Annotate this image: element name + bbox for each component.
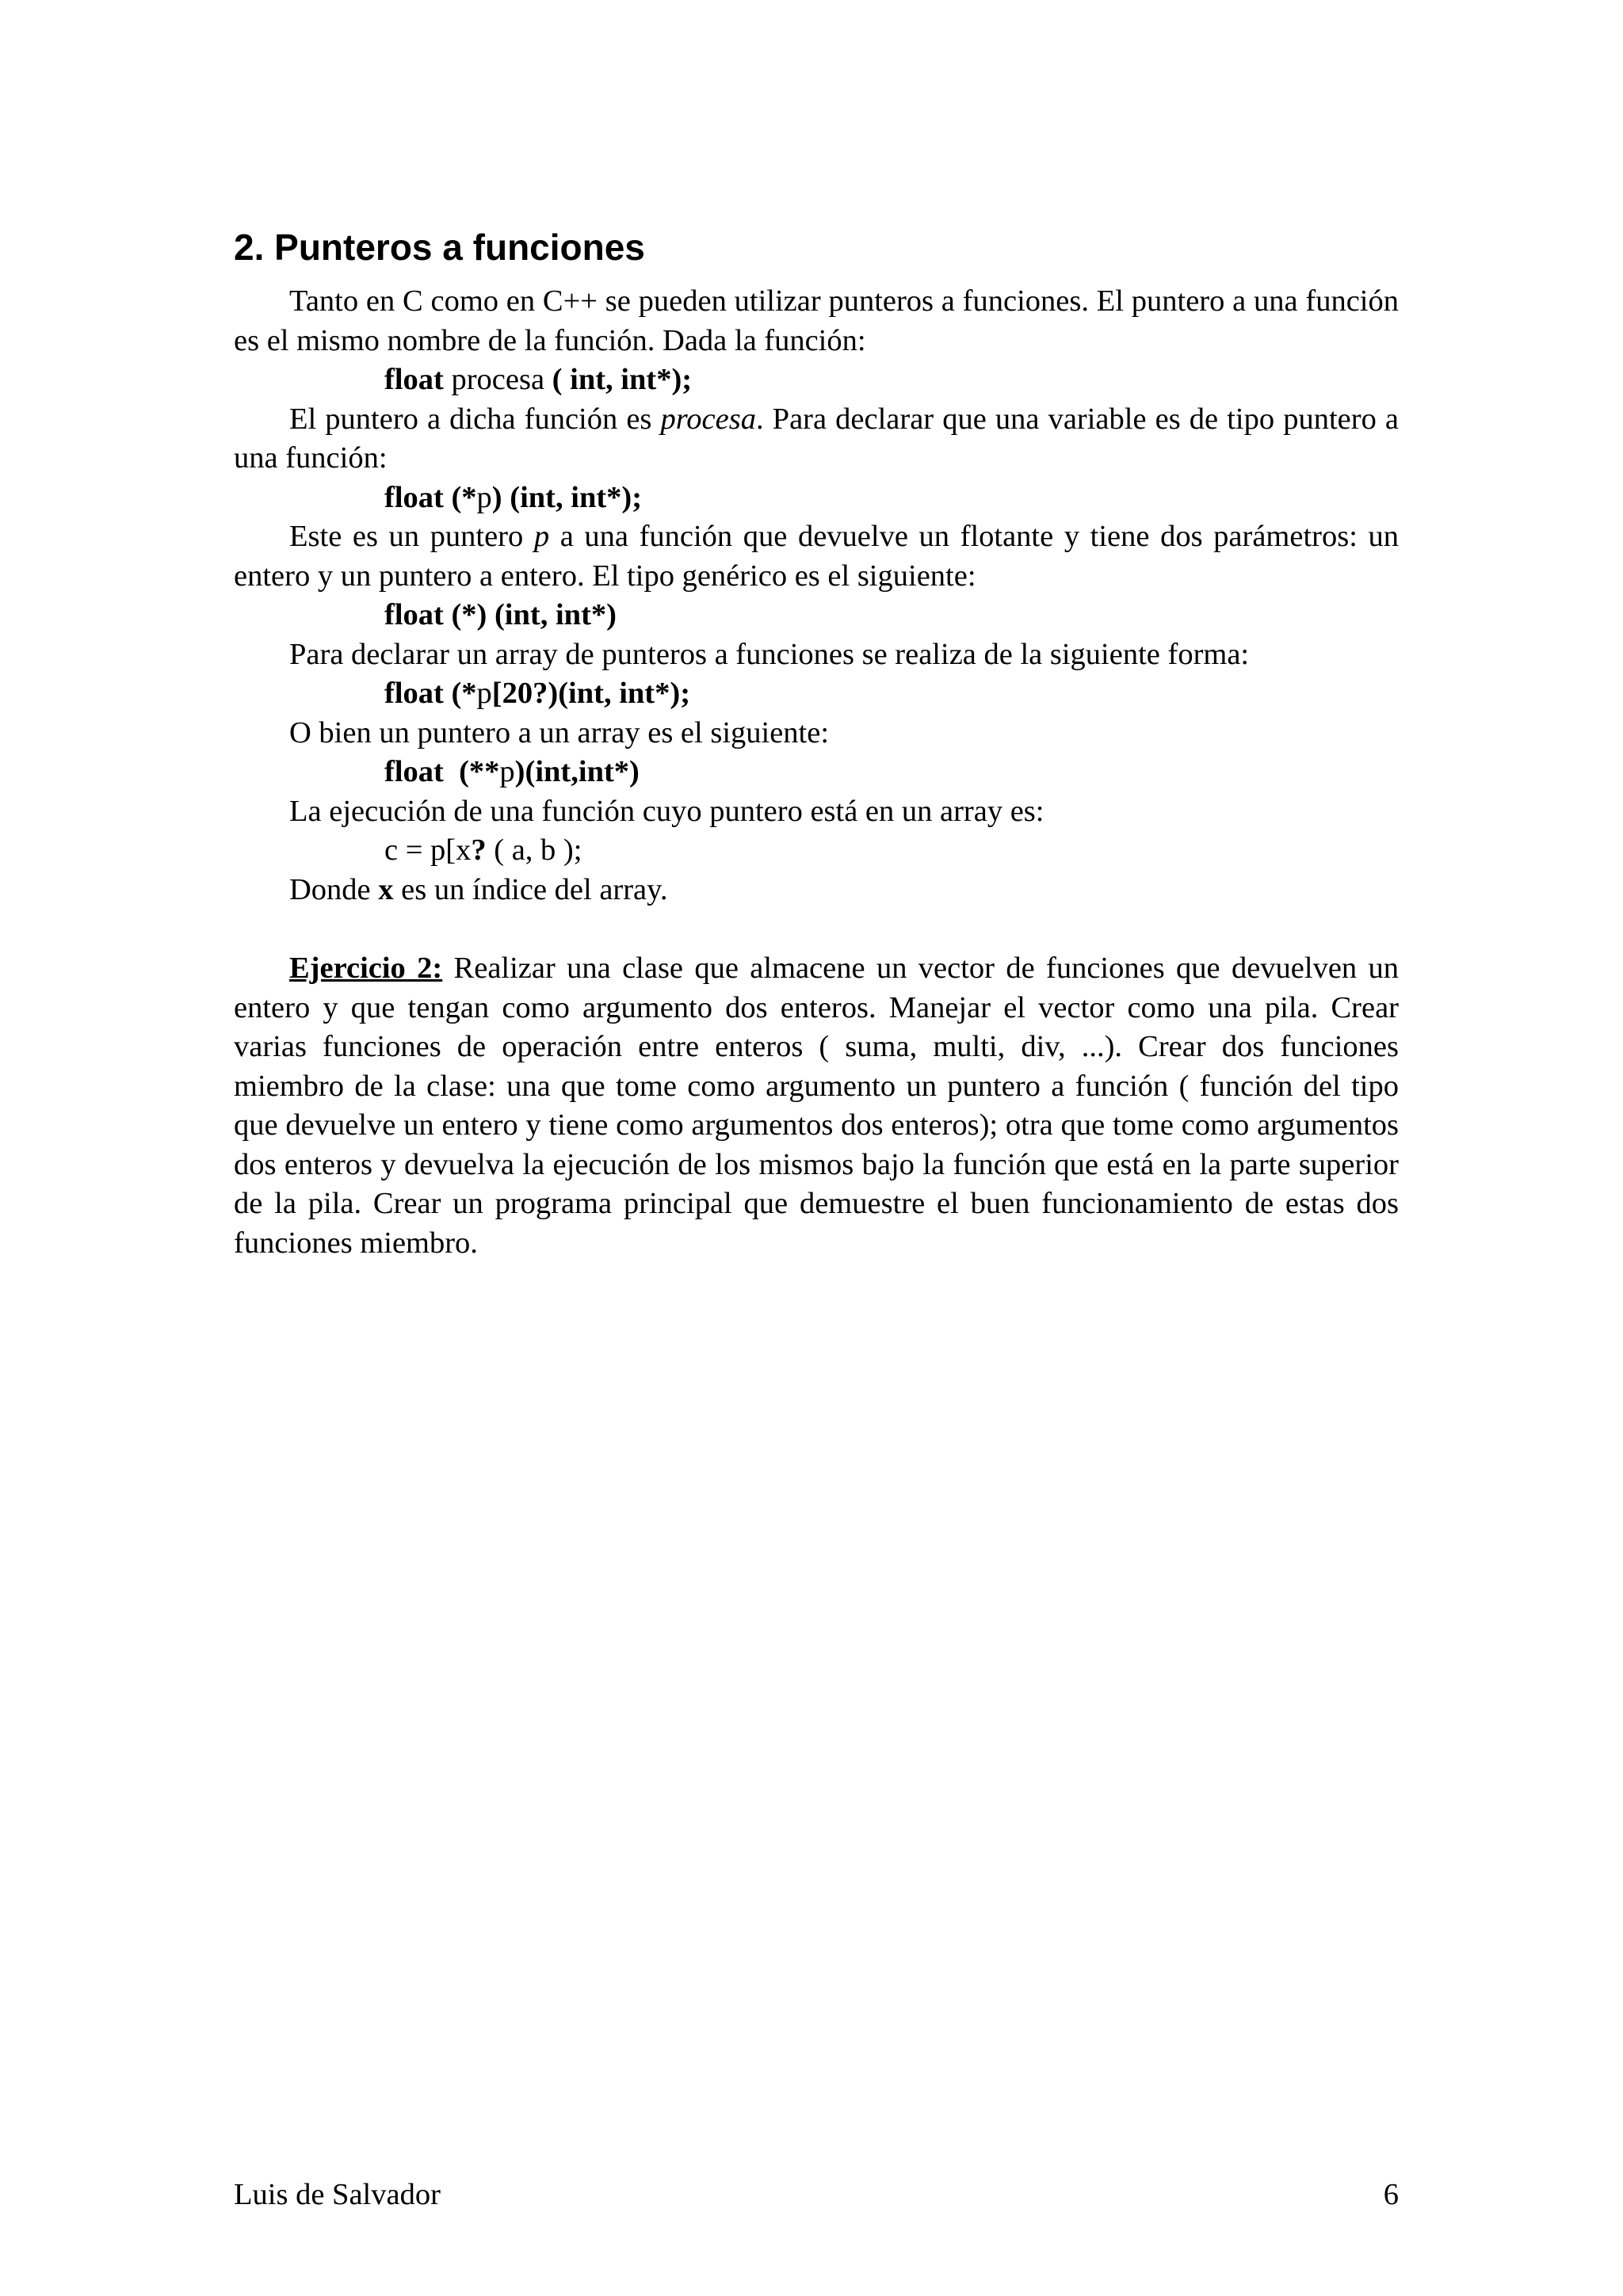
code-execution-pre: c = p[x — [384, 833, 472, 867]
code-declaration-procesa — [234, 360, 1399, 400]
code-generic-type — [234, 596, 1399, 635]
spacer — [234, 910, 1399, 949]
exercise-title: Ejercicio 2: — [289, 952, 443, 985]
pointer-paragraph — [234, 400, 1399, 479]
code-declaration-pointer — [234, 479, 1399, 518]
code-arguments: ( int, int*); — [552, 363, 693, 396]
index-paragraph — [234, 871, 1399, 910]
code-execution-post: ( a, b ); — [486, 833, 582, 867]
code-array-declaration — [234, 674, 1399, 714]
exercise-text: Realizar una clase que almacene un vector de funciones que devuelven un entero y que tengan como argumento dos enteros. Manejar el vector como una pila. Crear varias funciones de operación entre enteros ( suma, multi, div, ...). Crear dos funciones miembro de la clase: una que tome como argumento un puntero a función ( función del tipo que devuelve un entero y tiene como argumentos dos enteros); otra que tome como argumentos dos enteros y devuelva la ejecución de los mismos bajo la función que está en la parte superior de la pila. Crear un programa principal que demuestre el buen funcionamiento de estas dos funciones miembro. — [234, 952, 1399, 1260]
code-keyword: float (** — [384, 755, 500, 788]
code-array-pointer-declaration — [234, 753, 1399, 792]
footer-page-number: 6 — [1383, 2178, 1399, 2211]
section-title: 2. Punteros a funciones — [234, 227, 645, 268]
code-arguments: ) (int, int*); — [491, 480, 643, 514]
intro-paragraph: Tanto en C como en C++ se pueden utilizar punteros a funciones. El puntero a una función es el mismo nombre de la función. Dada la función: — [234, 284, 1399, 357]
exercise-paragraph — [234, 949, 1399, 1263]
pointer-paragraph-post: . Para declarar que una variable es de tipo puntero a una función: — [234, 402, 1399, 475]
execution-paragraph: La ejecución de una función cuyo puntero está en un array es: — [289, 794, 1044, 828]
page-content — [234, 222, 1399, 1263]
code-keyword: float (* — [384, 677, 477, 710]
index-paragraph-pre: Donde — [289, 872, 379, 906]
array-paragraph: Para declarar un array de punteros a funciones se realiza de la siguiente forma: — [289, 637, 1250, 671]
code-identifier: p — [476, 677, 492, 710]
code-identifier: p — [499, 755, 515, 788]
code-arguments: [20?)(int, int*); — [491, 677, 691, 710]
code-identifier: p — [476, 480, 492, 514]
description-paragraph — [234, 517, 1399, 596]
index-paragraph-post: es un índice del array. — [393, 872, 668, 906]
index-paragraph-bold: x — [378, 872, 394, 906]
description-paragraph-post: a una función que devuelve un flotante y tiene dos parámetros: un entero y un puntero a entero. El tipo genérico es el siguiente: — [234, 520, 1399, 593]
code-arguments: )(int,int*) — [514, 755, 640, 788]
array-pointer-paragraph: O bien un puntero a un array es el siguiente: — [289, 715, 830, 749]
footer-author: Luis de Salvador — [234, 2178, 441, 2211]
code-keyword: float — [384, 363, 444, 396]
code-execution-bold: ? — [471, 833, 487, 867]
pointer-paragraph-pre: El puntero a dicha función es — [289, 402, 661, 436]
page-footer — [234, 2175, 1399, 2214]
code-identifier: procesa — [443, 363, 552, 396]
description-paragraph-emphasis: p — [533, 520, 550, 553]
code-keyword: float (* — [384, 480, 477, 514]
code-execution — [234, 831, 1399, 871]
code-generic-type-text: float (*) (int, int*) — [384, 598, 617, 631]
pointer-paragraph-emphasis: procesa — [660, 402, 756, 436]
description-paragraph-pre: Este es un puntero — [289, 520, 534, 553]
